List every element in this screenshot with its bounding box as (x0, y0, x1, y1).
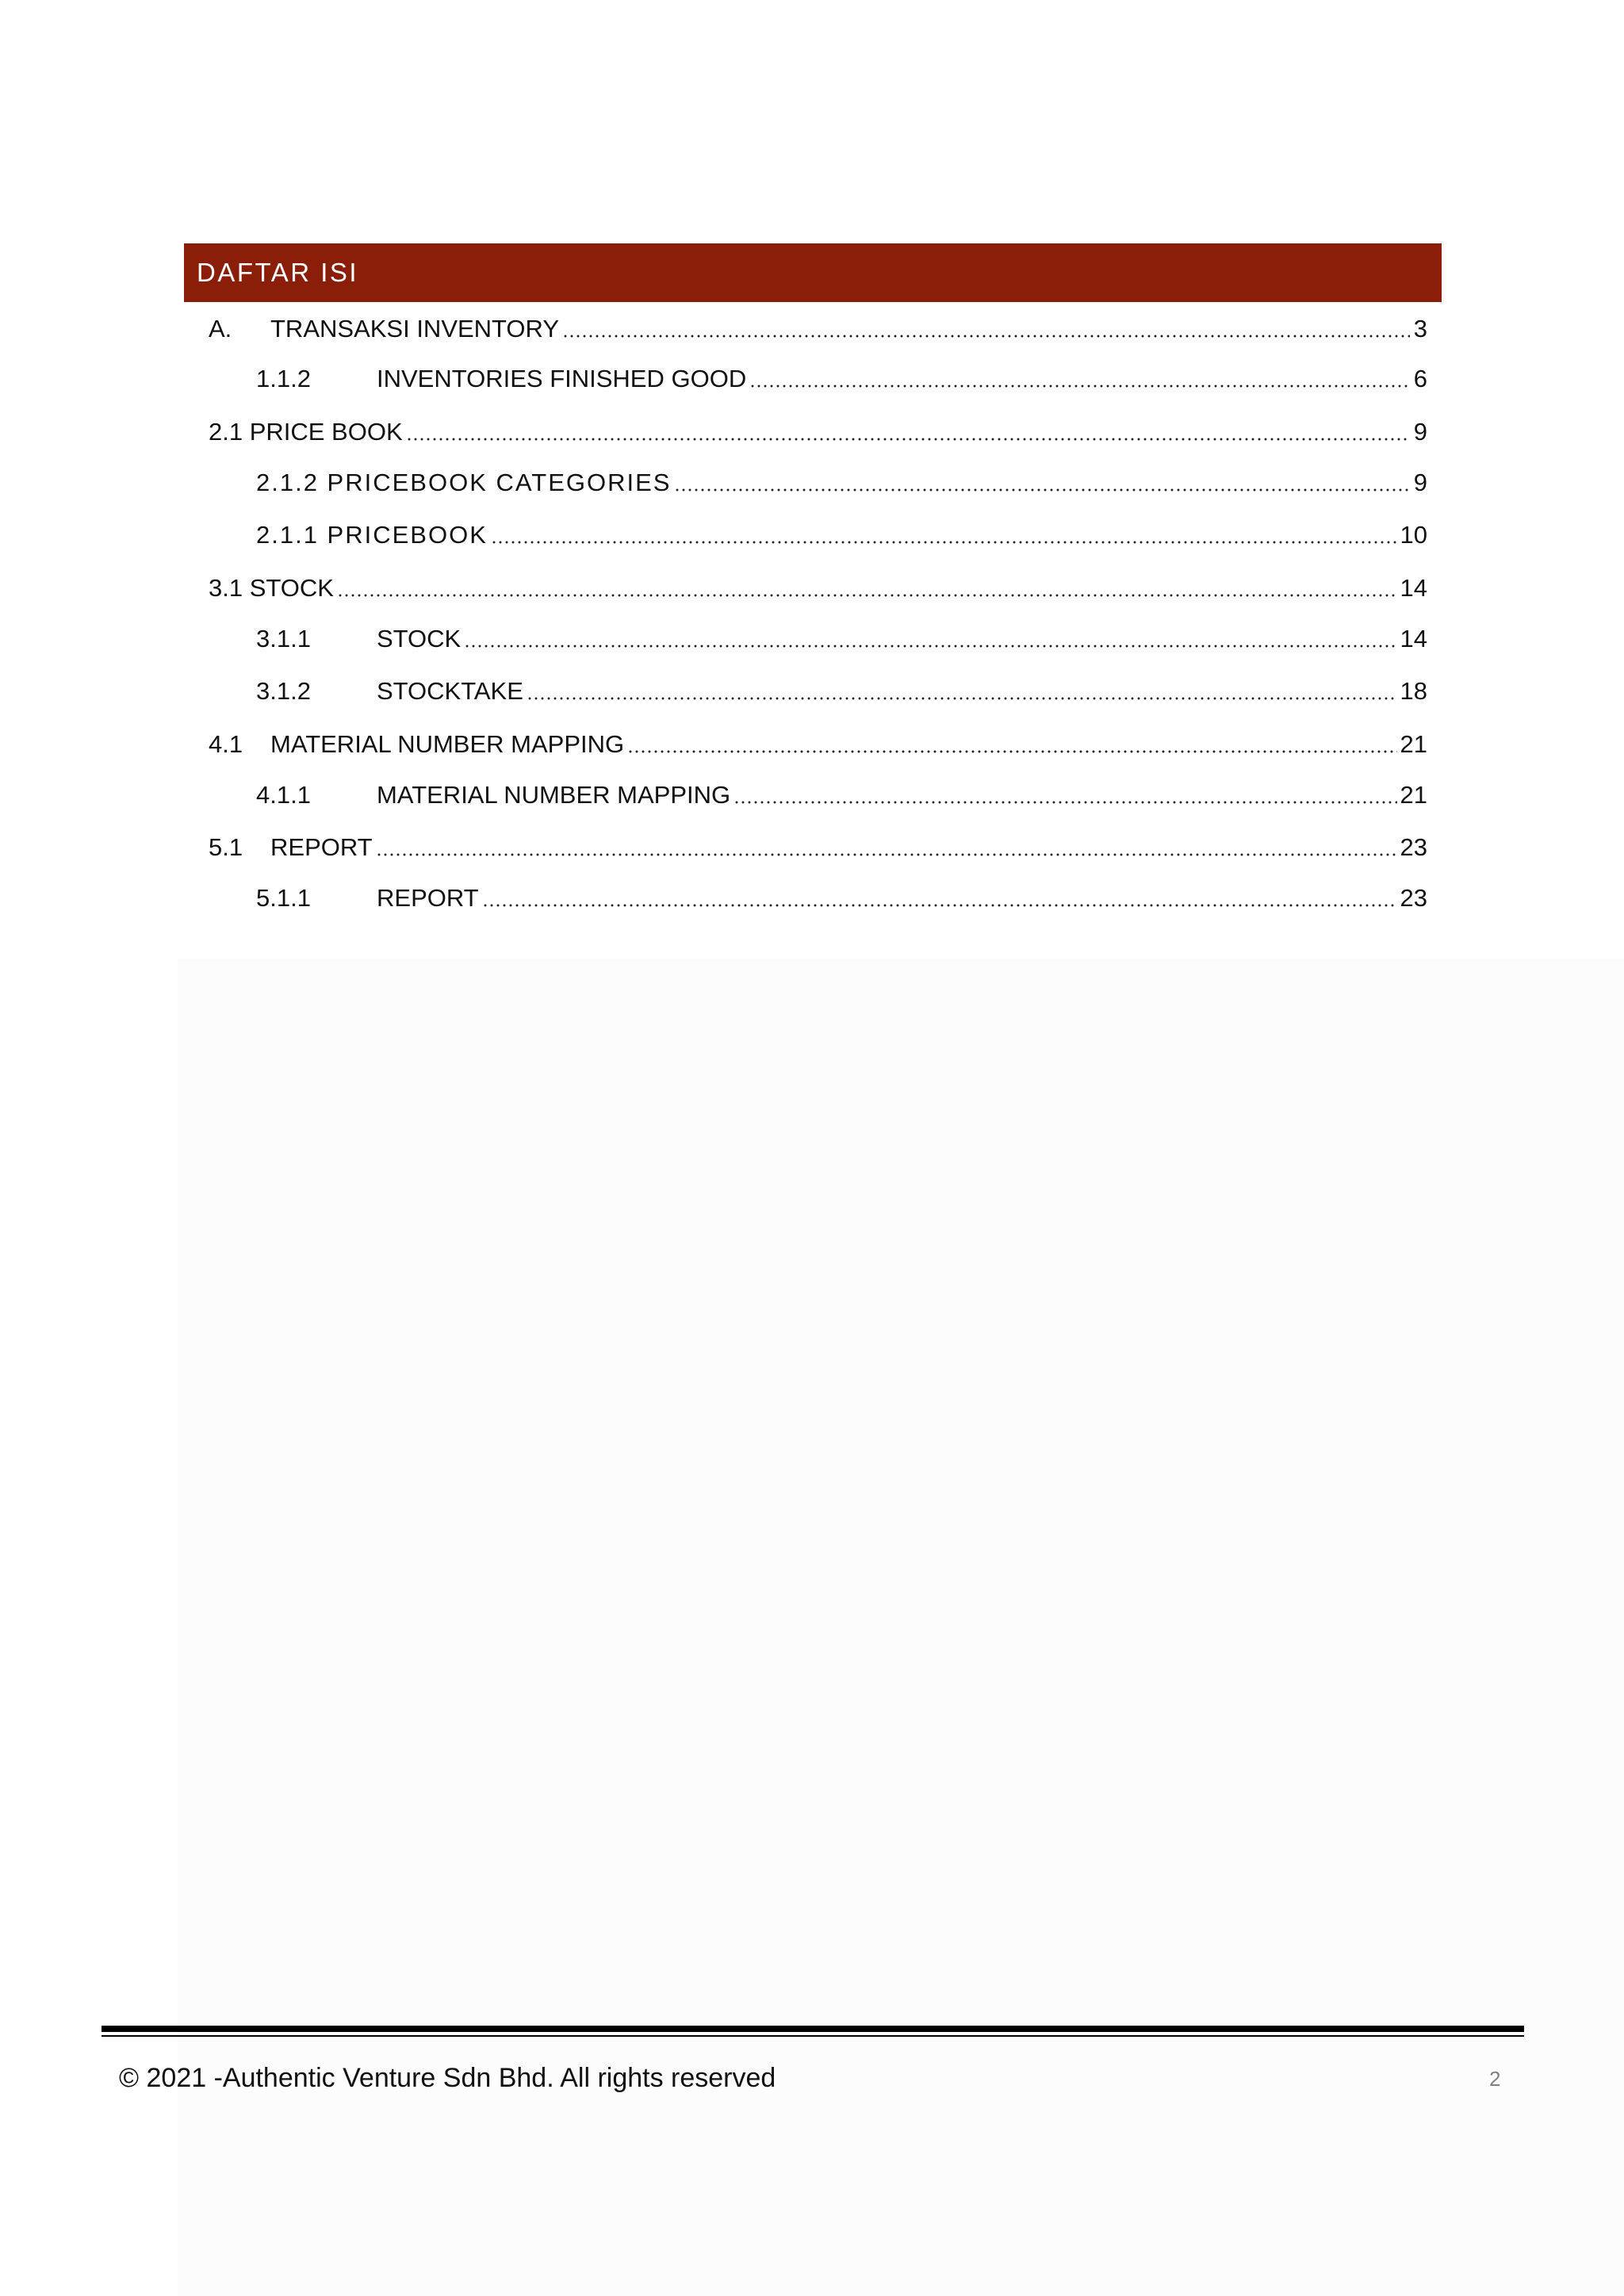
toc-entry[interactable] (256, 623, 1427, 655)
toc-entry[interactable] (209, 313, 1427, 345)
toc-entry-page: 23 (1400, 884, 1427, 912)
toc-entry[interactable] (256, 779, 1427, 811)
toc-dot-leader (627, 750, 1396, 753)
toc-dot-leader (464, 645, 1396, 648)
toc-entry[interactable] (256, 519, 1427, 551)
toc-entry-title: STOCK (377, 625, 462, 652)
toc-entry[interactable] (209, 572, 1427, 604)
toc-dot-leader (733, 801, 1396, 804)
toc-entry-title: 2.1 PRICE BOOK (209, 418, 403, 446)
toc-entry-number: 4.1 (209, 730, 243, 758)
toc-dot-leader (674, 488, 1410, 492)
toc-entry-number: 4.1.1 (256, 781, 311, 809)
toc-entry-number: A. (209, 315, 232, 342)
toc-entry-page: 21 (1400, 781, 1427, 809)
toc-entry-page: 23 (1400, 833, 1427, 861)
toc-entry-title: TRANSAKSI INVENTORY (270, 315, 560, 342)
toc-entry-title: MATERIAL NUMBER MAPPING (377, 781, 731, 809)
toc-entry-title: INVENTORIES FINISHED GOOD (377, 365, 747, 392)
toc-entry-page: 10 (1400, 521, 1427, 549)
toc-entry-page: 9 (1413, 418, 1427, 446)
toc-dot-leader (491, 541, 1397, 544)
footer-copyright: © 2021 -Authentic Venture Sdn Bhd. All rights reserved (119, 2063, 776, 2093)
toc-entry-number: 1.1.2 (256, 365, 311, 392)
toc-entry-number: 3.1.1 (256, 625, 311, 652)
toc-entry[interactable] (256, 882, 1427, 914)
toc-entry[interactable] (209, 416, 1427, 448)
toc-dot-leader (376, 853, 1397, 856)
footer-page-number: 2 (1489, 2067, 1501, 2091)
toc-entry-title: MATERIAL NUMBER MAPPING (270, 730, 625, 758)
toc-entry-title: 2.1.2 PRICEBOOK CATEGORIES (256, 469, 672, 496)
toc-dot-leader (749, 385, 1410, 388)
toc-entry-number: 5.1.1 (256, 884, 311, 912)
toc-entry-number: 5.1 (209, 833, 243, 861)
toc-entry-title: STOCKTAKE (377, 677, 523, 705)
toc-entry-page: 21 (1400, 730, 1427, 758)
toc-entry-page: 14 (1400, 574, 1427, 602)
toc-entry-number: 3.1.2 (256, 677, 311, 705)
toc-heading: DAFTAR ISI (197, 258, 359, 287)
toc-header-bar (184, 243, 1442, 302)
toc-entry-title: REPORT (377, 884, 479, 912)
toc-entry-title: 2.1.1 PRICEBOOK (256, 521, 488, 549)
toc-entry-page: 9 (1413, 469, 1427, 496)
toc-entry-title: 3.1 STOCK (209, 574, 334, 602)
toc-entry[interactable] (209, 729, 1427, 760)
toc-entry-page: 3 (1413, 315, 1427, 342)
toc-dot-leader (562, 335, 1410, 338)
footer-divider-thick (102, 2026, 1524, 2032)
toc-entry-title: REPORT (270, 833, 373, 861)
toc-entry[interactable] (209, 832, 1427, 863)
toc-entry-page: 6 (1413, 365, 1427, 392)
toc-dot-leader (527, 697, 1397, 700)
toc-entry[interactable] (256, 467, 1427, 499)
toc-entry-page: 14 (1400, 625, 1427, 652)
page-background (178, 959, 1624, 2296)
toc-dot-leader (482, 904, 1397, 907)
footer-divider-thin (102, 2035, 1524, 2037)
toc-dot-leader (337, 594, 1397, 597)
toc-dot-leader (406, 438, 1410, 441)
toc-entry-page: 18 (1400, 677, 1427, 705)
toc-entry[interactable] (256, 675, 1427, 707)
toc-entry[interactable] (256, 363, 1427, 395)
